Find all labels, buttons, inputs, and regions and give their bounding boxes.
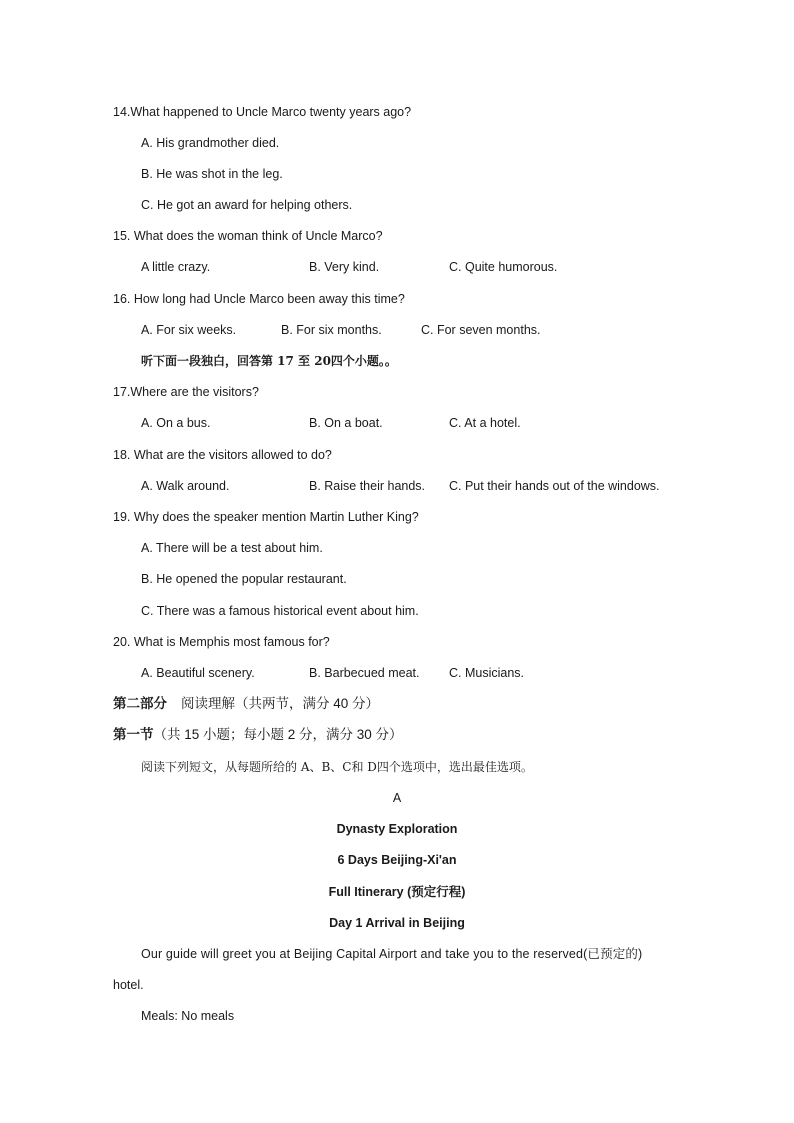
q15-option-c: C. Quite humorous. — [449, 260, 558, 274]
section1-title: 第一节 — [113, 727, 154, 742]
q19-option-a: A. There will be a test about him. — [141, 541, 323, 555]
question-14: 14.What happened to Uncle Marco twenty years ago? — [113, 105, 412, 119]
q19-option-c: C. There was a famous historical event about him. — [141, 604, 419, 618]
q18-option-b: B. Raise their hands. — [309, 479, 426, 493]
section1-subtitle: （共 15 小题；每小题 2 分，满分 30 分） — [153, 727, 403, 742]
question-18: 18. What are the visitors allowed to do? — [113, 448, 332, 462]
q20-option-c: C. Musicians. — [449, 666, 525, 680]
question-19: 19. Why does the speaker mention Martin Luther King? — [113, 510, 419, 524]
q15-option-a: A little crazy. — [141, 260, 211, 274]
q20-option-a: A. Beautiful scenery. — [141, 666, 255, 680]
q14-option-a: A. His grandmother died. — [141, 136, 280, 150]
part2-title: 第二部分 — [113, 696, 167, 711]
passage-letter: A — [392, 791, 402, 805]
passage-title: Dynasty Exploration — [336, 822, 458, 836]
q17-option-b: B. On a boat. — [309, 416, 383, 430]
q16-option-a: A. For six weeks. — [141, 323, 237, 337]
listening-instruction: 听下面一段独白，回答第 17 至 20四个小题。。 — [141, 354, 397, 368]
q18-option-c: C. Put their hands out of the windows. — [449, 479, 660, 493]
meals-line: Meals: No meals — [141, 1009, 235, 1023]
question-16: 16. How long had Uncle Marco been away this time? — [113, 292, 405, 306]
q14-option-b: B. He was shot in the leg. — [141, 167, 283, 181]
part2-heading — [113, 696, 379, 712]
q16-option-b: B. For six months. — [281, 323, 382, 337]
q16-option-c: C. For seven months. — [421, 323, 541, 337]
q18-option-a: A. Walk around. — [141, 479, 230, 493]
q17-option-c: C. At a hotel. — [449, 416, 521, 430]
question-15: 15. What does the woman think of Uncle Marco? — [113, 229, 383, 243]
question-20: 20. What is Memphis most famous for? — [113, 635, 330, 649]
reading-instruction: 阅读下列短文，从每题所给的 A、B、C和 D四个选项中，选出最佳选项。 — [141, 760, 533, 774]
passage-paragraph-line-1: Our guide will greet you at Beijing Capital Airport and take you to the reserved(已预定的) — [141, 947, 643, 961]
question-17: 17.Where are the visitors? — [113, 385, 259, 399]
q15-option-b: B. Very kind. — [309, 260, 380, 274]
q20-option-b: B. Barbecued meat. — [309, 666, 420, 680]
q19-option-b: B. He opened the popular restaurant. — [141, 572, 347, 586]
passage-paragraph-line-2: hotel. — [113, 978, 144, 992]
day1-heading: Day 1 Arrival in Beijing — [329, 916, 465, 930]
q14-option-c: C. He got an award for helping others. — [141, 198, 353, 212]
passage-subtitle: 6 Days Beijing-Xi'an — [337, 853, 457, 867]
itinerary-heading: Full Itinerary (预定行程) — [328, 885, 466, 899]
part2-subtitle: 阅读理解（共两节，满分 40 分） — [181, 696, 380, 711]
q17-option-a: A. On a bus. — [141, 416, 211, 430]
section1-heading — [113, 727, 403, 743]
